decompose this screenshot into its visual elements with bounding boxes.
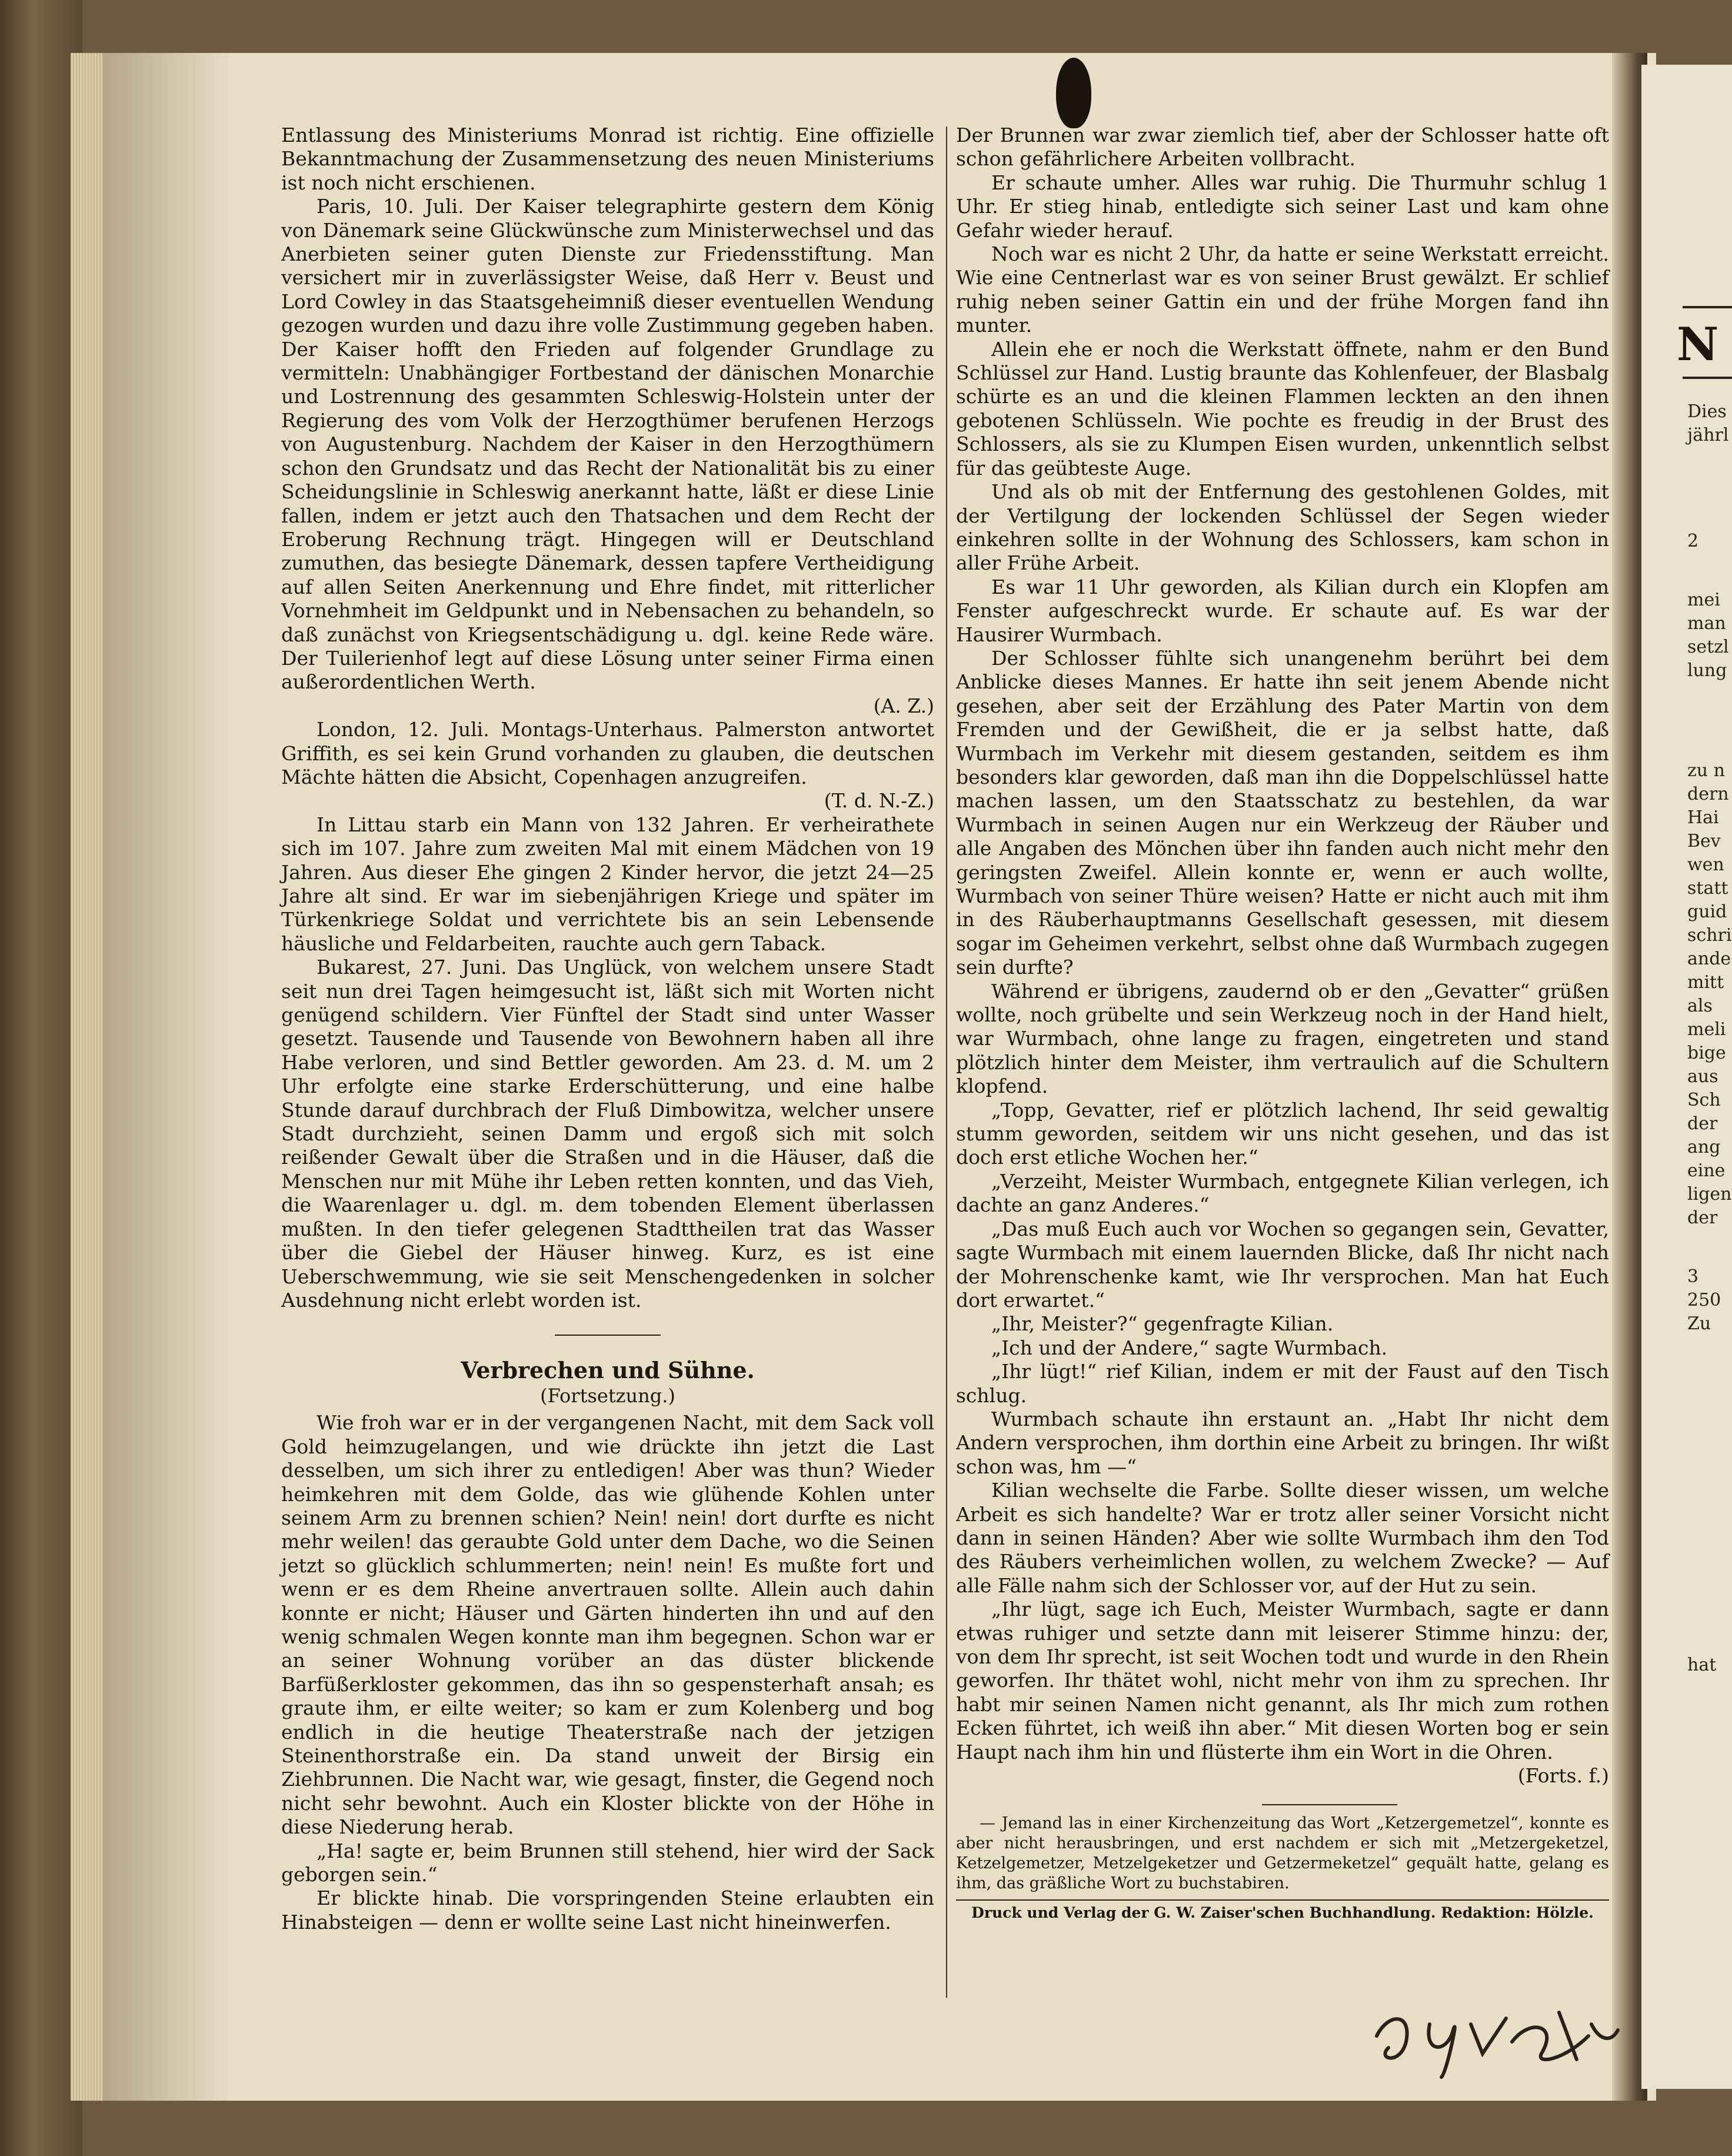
adjacent-fragment: der xyxy=(1687,1207,1718,1228)
continued-note: (Forts. f.) xyxy=(1517,1764,1609,1788)
adjacent-fragment: der xyxy=(1687,1113,1718,1134)
adjacent-fragment: 3 xyxy=(1687,1266,1699,1287)
punched-hole xyxy=(1056,58,1091,128)
adjacent-fragment: mitt xyxy=(1687,972,1724,993)
imprint: Druck und Verlag der G. W. Zaiser'schen Buchhandlung. Redaktion: Hölzle. xyxy=(971,1904,1594,1922)
book-binding xyxy=(0,0,82,2156)
story-paragraph: Kilian wechselte die Farbe. Sollte dieser wissen, um welche Arbeit es sich handelte? War er trotz aller seiner Vorsicht nicht dann in seinen Händen? Aber wie sollte Wurmbach ihm den Tod des Räubers verheimlichen wollen, zu welchem Zwecke? — Auf alle Fälle nahm sich der Schlosser vor, auf der Hut zu sein. xyxy=(956,1479,1609,1597)
story-paragraph: Er blickte hinab. Die vorspringenden Steine erlaubten ein Hinabsteigen — denn er wollte seine Last nicht hineinwerfen. xyxy=(281,1886,934,1934)
column-rule xyxy=(946,127,947,1998)
story-paragraph: „Topp, Gevatter, rief er plötzlich lachend, Ihr seid gewaltig stumm geworden, seitdem wir uns nicht gesehen, und das ist doch erst etliche Wochen her.“ xyxy=(956,1098,1609,1169)
adjacent-fragment: eine xyxy=(1687,1160,1726,1181)
adjacent-fragment: bige xyxy=(1687,1043,1726,1063)
story-title: Verbrechen und Sühne. xyxy=(461,1357,755,1384)
adjacent-fragment: ligen xyxy=(1687,1184,1732,1205)
adjacent-fragment: setzl xyxy=(1687,637,1729,657)
handwritten-signature xyxy=(1365,1989,1624,2083)
adjacent-fragment: ande xyxy=(1687,949,1731,969)
story-paragraph: „Ich und der Andere,“ sagte Wurmbach. xyxy=(991,1336,1388,1359)
story-paragraph: Und als ob mit der Entfernung des gestohlenen Goldes, mit der Vertilgung der lockenden Schlüssel der Segen wieder einkehren sollte in der Wohnung des Schlossers, kam schon in aller Frühe Arbeit. xyxy=(956,480,1609,575)
story-subtitle: (Fortsetzung.) xyxy=(540,1385,675,1408)
story-paragraph: „Ihr lügt!“ rief Kilian, indem er mit der Faust auf den Tisch schlug. xyxy=(956,1360,1609,1407)
article-paragraph: Bukarest, 27. Juni. Das Unglück, von welchem unsere Stadt seit nun drei Tagen heimgesucht ist, läßt sich mit Worten nicht genügend schildern. Vier Fünftel der Stadt sind unter Wasser gesetzt. Tausende und Tausende von Bewohnern haben all ihre Habe verloren, und sind Bettler geworden. Am 23. d. M. um 2 Uhr erfolgte eine starke Erderschütterung, und eine halbe Stunde darauf durchbrach der Fluß Dimbowitza, welcher unsere Stadt durchzieht, seinen Damm und ergoß sich mit solch reißender Gewalt über die Straßen und in die Häuser, daß die Menschen nur mit Mühe ihr Leben retten konnten, und das Vieh, die Waarenlager u. dgl. m. dem tobenden Element überlassen mußten. In den tiefer gelegenen Stadttheilen trat das Wasser über die Giebel der Häuser hinweg. Kurz, es ist eine Ueberschwemmung, wie sie seit Menschengedenken in solcher Ausdehnung nicht erlebt worden ist. xyxy=(281,956,934,1312)
story-paragraph: „Ihr, Meister?“ gegenfragte Kilian. xyxy=(991,1312,1334,1336)
story-paragraph: „Das muß Euch auch vor Wochen so gegangen sein, Gevatter, sagte Wurmbach mit einem lauernden Blicke, daß Ihr nicht nach der Mohrenschenke kamt, wie Ihr versprochen. Man hat Euch dort erwartet.“ xyxy=(956,1217,1609,1312)
adjacent-fragment: meli xyxy=(1687,1019,1726,1040)
adjacent-fragment: aus xyxy=(1687,1066,1718,1087)
adjacent-headline: N xyxy=(1677,318,1719,371)
adjacent-fragment: 250 xyxy=(1687,1290,1721,1310)
adjacent-fragment: zu n xyxy=(1687,760,1725,781)
story-paragraph: Noch war es nicht 2 Uhr, da hatte er seine Werkstatt erreicht. Wie eine Centnerlast war es von seiner Brust gewälzt. Er schlief ruhig neben seiner Gattin ein und der frühe Morgen fand ihn munter. xyxy=(956,242,1609,337)
adjacent-fragment: statt xyxy=(1687,878,1728,899)
adjacent-fragment: Hai xyxy=(1687,807,1719,828)
article-source: (A. Z.) xyxy=(873,694,934,717)
article-source: (T. d. N.-Z.) xyxy=(824,789,934,813)
story-paragraph: „Ihr lügt, sage ich Euch, Meister Wurmbach, sagte er dann etwas ruhiger und setzte dann mit leiserer Stimme hinzu: der, von dem Ihr sprecht, ist seit Wochen todt und wurde in den Rhein geworfen. Ihr thätet wohl, nicht mehr von ihm zu sprechen. Ihr habt mir seinen Namen nicht genannt, als Ihr mich zum rothen Ecken führtet, ich weiß ihn aber.“ Mit diesen Worten bog er sein Haupt nach ihm hin und flüsterte ihm ein Wort in die Ohren. xyxy=(956,1598,1609,1764)
article-paragraph: Entlassung des Ministeriums Monrad ist richtig. Eine offizielle Bekanntmachung der Zusammensetzung des neuen Ministeriums ist noch nicht erschienen. xyxy=(281,124,934,194)
adjacent-fragment: ang xyxy=(1687,1137,1721,1157)
left-column xyxy=(281,124,934,1934)
adjacent-fragment: 2 xyxy=(1687,531,1699,551)
footnote-divider xyxy=(1262,1804,1397,1805)
article-paragraph: London, 12. Juli. Montags-Unterhaus. Palmerston antwortet Griffith, es sei kein Grund vorhanden zu glauben, die deutschen Mächte hätten die Absicht, Copenhagen anzugreifen. xyxy=(281,718,934,788)
story-paragraph: „Verzeiht, Meister Wurmbach, entgegnete Kilian verlegen, ich dachte an ganz Anderes.“ xyxy=(956,1169,1609,1217)
right-column xyxy=(956,124,1609,1925)
adjacent-rule xyxy=(1683,306,1732,308)
footnote: — Jemand las in einer Kirchenzeitung das Wort „Ketzergemetzel“, konnte es aber nicht herausbringen, und erst nachdem er sich mit „Metzergeketzel, Ketzelgemetzer, Metzelgeketzer und Getzermeketzel“ gequält hatte, gelang es ihm, das gräßliche Wort zu buchstabiren. xyxy=(956,1814,1609,1893)
adjacent-fragment: Bev xyxy=(1687,831,1721,851)
article-paragraph: In Littau starb ein Mann von 132 Jahren. Er verheirathete sich im 107. Jahre zum zweiten Mal mit einem Mädchen von 19 Jahren. Aus dieser Ehe gingen 2 Kinder hervor, die jetzt 24—25 Jahre alt sind. Er war im siebenjährigen Kriege und später im Türkenkriege Soldat und verrichtete bis an sein Lebensende häusliche und Feldarbeiten, rauchte auch gern Taback. xyxy=(281,813,934,955)
page-shadow xyxy=(103,53,232,2101)
story-paragraph: Allein ehe er noch die Werkstatt öffnete, nahm er den Bund Schlüssel zur Hand. Lustig braunte das Kohlenfeuer, der Blasbalg schürte es an und die kleinen Flammen leckten an den ihnen gebotenen Schlüsseln. Wie pochte es freudig in der Brust des Schlossers, als sie zu Klumpen Eisen wurden, unkenntlich selbst für das geübteste Auge. xyxy=(956,337,1609,480)
section-divider xyxy=(555,1335,661,1336)
story-paragraph: Es war 11 Uhr geworden, als Kilian durch ein Klopfen am Fenster aufgeschreckt wurde. Er schaute auf. Es war der Hausirer Wurmbach. xyxy=(956,575,1609,646)
adjacent-fragment: Dies xyxy=(1687,401,1727,422)
story-paragraph: Der Schlosser fühlte sich unangenehm berührt bei dem Anblicke dieses Mannes. Er hatte ihn seit jenem Abende nicht gesehen, aber seit der Erzählung des Pater Martin von dem Fremden und der Gewißheit, die er ja selbst hatte, daß Wurmbach im Verkehr mit diesem gestanden, seitdem es ihm besonders klar geworden, daß man ihn die Doppelschlüssel hatte machen lassen, um den Staatsschatz zu bestehlen, da war Wurmbach in seinen Augen nur ein Werkzeug der Räuber und alle Angaben des Mönchen über ihn fanden auch nicht mehr den geringsten Zweifel. Allein konnte er, wenn er auch wollte, Wurmbach von seiner Thüre weisen? Hatte er nicht auch mit ihm in des Räuberhauptmanns Gesellschaft gesessen, mit diesem sogar im Geheimen verkehrt, selbst ohne daß Wurmbach zugegen sein durfte? xyxy=(956,646,1609,979)
adjacent-fragment: dern xyxy=(1687,784,1729,804)
story-paragraph: Während er übrigens, zaudernd ob er den „Gevatter“ grüßen wollte, noch grübelte und sein Werkzeug noch in der Hand hielt, war Wurmbach, ohne lange zu fragen, eingetreten und stand plötzlich hinter dem Meister, ihm vertraulich auf die Schultern klopfend. xyxy=(956,979,1609,1098)
adjacent-fragment: lung xyxy=(1687,660,1727,681)
adjacent-fragment: Sch xyxy=(1687,1090,1721,1110)
adjacent-fragment: jährl xyxy=(1687,425,1729,445)
adjacent-fragment: schri xyxy=(1687,925,1732,946)
adjacent-fragment: mei xyxy=(1687,590,1720,610)
story-paragraph: Wie froh war er in der vergangenen Nacht, mit dem Sack voll Gold heimzugelangen, und wie drückte ihn jetzt die Last desselben, um sich ihrer zu entledigen! Aber was thun? Wieder heimkehren mit dem Golde, das wie glühende Kohlen unter seinem Arm zu brennen schien? Nein! nein! dort durfte es nicht mehr weilen! das geraubte Gold unter dem Dache, wo die Seinen jetzt so glücklich schlummerten; nein! nein! Es mußte fort und wenn er es dem Rheine anvertrauen sollte. Allein auch dahin konnte er nicht; Häuser und Gärten hinderten ihn und auf den wenig schmalen Wegen konnte man ihm begegnen. Schon war er an seiner Wohnung vorüber an das düster blickende Barfüßerkloster gekommen, das ihn so gespensterhaft ansah; es graute ihm, er eilte weiter; so kam er zum Kolenberg und bog endlich in die heutige Theaterstraße nach der jetzigen Steinenthorstraße ein. Da stand unweit der Birsig ein Ziehbrunnen. Die Nacht war, wie gesagt, finster, die Gegend noch nicht sehr bewohnt. Auch ein Kloster blickte von der Höhe in diese Niederung herab. xyxy=(281,1411,934,1839)
article-paragraph: Paris, 10. Juli. Der Kaiser telegraphirte gestern dem König von Dänemark seine Glückwünsche zum Ministerwechsel und das Anerbieten seiner guten Dienste zur Friedensstiftung. Man versichert mir in zuverlässigster Weise, daß Herr v. Beust und Lord Cowley in das Staatsgeheimniß dieser eventuellen Wendung gezogen wurden und dazu ihre volle Zustimmung gegeben haben. Der Kaiser hofft den Frieden auf folgender Grundlage zu vermitteln: Unabhängiger Fortbestand der dänischen Monarchie und Lostrennung des gesammten Schleswig-Holstein unter der Regierung des vom Volk der Herzogthümer berufenen Herzogs von Augustenburg. Nachdem der Kaiser in den Herzogthümern schon den Grundsatz und das Recht der Nationalität bis zu einer Scheidungslinie in Schleswig anerkannt hatte, läßt er diese Linie fallen, indem er jetzt auch den Thatsachen und dem Recht der Eroberung Rechnung trägt. Hingegen will er Deutschland zumuthen, das besiegte Dänemark, dessen tapfere Vertheidigung auf allen Seiten Anerkennung und Ehre findet, mit ritterlicher Vornehmheit im Geldpunkt und in Nebensachen zu behandeln, so daß zunächst von Kriegsentschädigung u. dgl. keine Rede wäre. Der Tuilerienhof legt auf diese Lösung unter seiner Firma einen außerordentlichen Werth. xyxy=(281,195,934,694)
adjacent-fragment: Zu xyxy=(1687,1313,1711,1334)
story-paragraph: Er schaute umher. Alles war ruhig. Die Thurmuhr schlug 1 Uhr. Er stieg hinab, entledigte sich seiner Last und kam ohne Gefahr wieder herauf. xyxy=(956,171,1609,242)
adjacent-fragment: man xyxy=(1687,613,1726,634)
story-paragraph: „Ha! sagte er, beim Brunnen still stehend, hier wird der Sack geborgen sein.“ xyxy=(281,1839,934,1886)
story-paragraph: Wurmbach schaute ihn erstaunt an. „Habt Ihr nicht dem Andern versprochen, ihm dorthin eine Arbeit zu bringen. Ihr wißt schon was, hm —“ xyxy=(956,1407,1609,1478)
adjacent-fragment: wen xyxy=(1687,854,1724,875)
adjacent-fragment: als xyxy=(1687,996,1713,1016)
adjacent-fragment: hat xyxy=(1687,1655,1717,1675)
adjacent-fragment: guid xyxy=(1687,901,1727,922)
adjacent-rule xyxy=(1683,377,1732,379)
story-paragraph: Der Brunnen war zwar ziemlich tief, aber der Schlosser hatte oft schon gefährlichere Arbeiten vollbracht. xyxy=(956,124,1609,171)
